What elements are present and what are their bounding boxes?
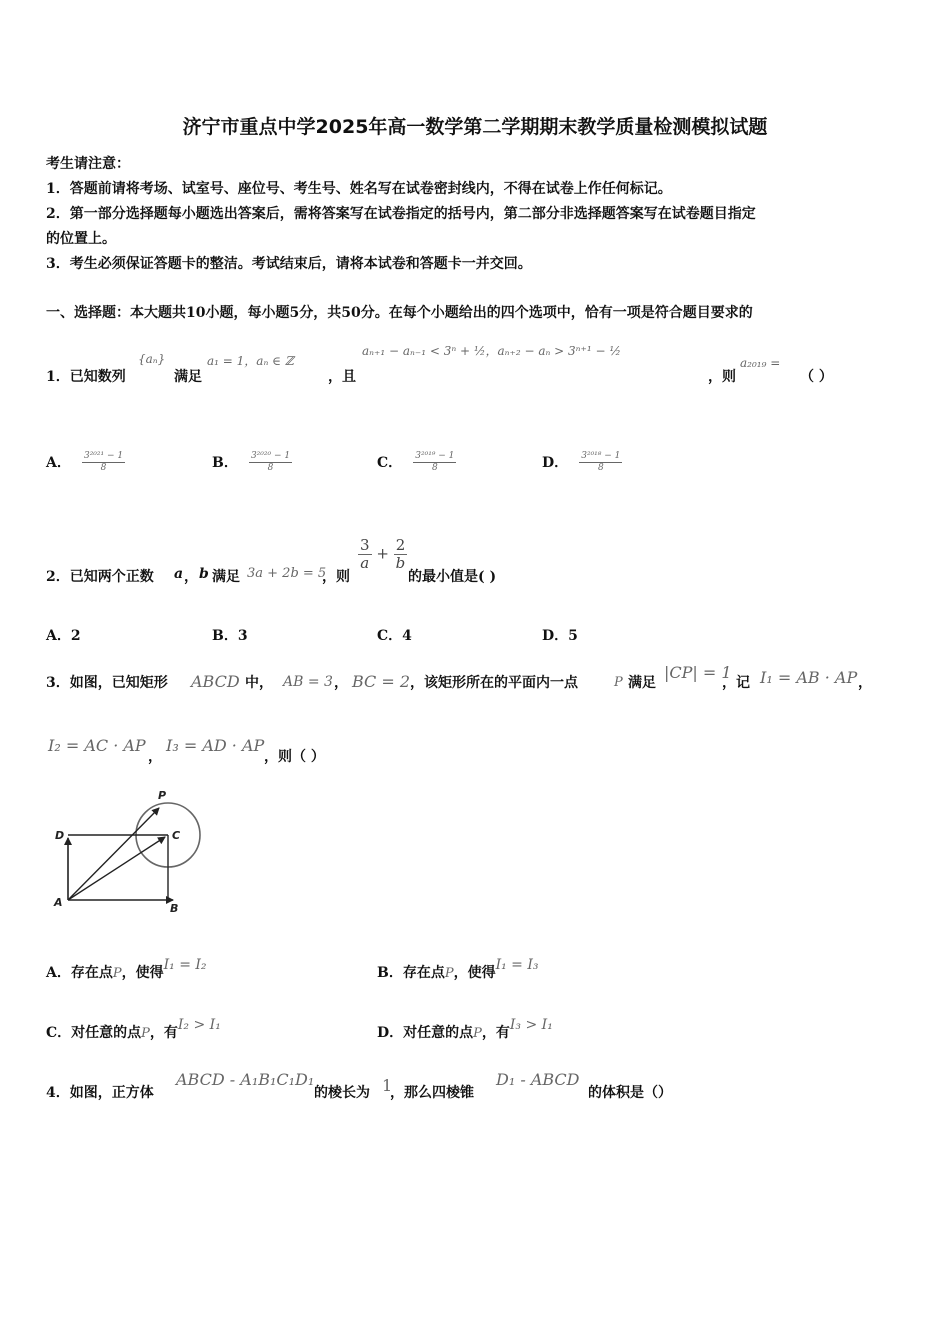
- q2-prefix: 2．已知两个正数: [46, 569, 154, 585]
- q3-option-c-p: P: [141, 1026, 150, 1041]
- q3-prefix: 3．如图，已知矩形: [46, 675, 168, 691]
- q1-paren: （ ）: [800, 369, 833, 385]
- q1-cond1: 𝑎₁ = 1，𝑎ₙ ∈ ℤ: [207, 354, 294, 368]
- q3-option-a[interactable]: [46, 957, 207, 982]
- q1-option-d-num: 3²⁰¹⁸ − 1: [581, 451, 621, 461]
- q3-option-d-p: P: [473, 1026, 482, 1041]
- q3-label-p: P: [158, 789, 167, 802]
- section-heading: 一、选择题：本大题共10小题，每小题5分，共50分。在每个小题给出的四个选项中，恰有一项是符合题目要求的: [46, 305, 753, 321]
- q2-cond: 3a + 2b = 5: [247, 566, 327, 581]
- q4-mid2: ，那么四棱锥: [390, 1085, 474, 1101]
- q1-option-c[interactable]: [377, 452, 456, 473]
- notice-item-3: 3．考生必须保证答题卡的整洁。考试结束后，请将本试卷和答题卡一并交回。: [46, 256, 532, 272]
- q1-option-a-frac: [82, 452, 125, 473]
- q3-option-c-expr: I₂ > I₁: [177, 1017, 221, 1033]
- q3-comma: ，: [334, 675, 348, 691]
- q3-ab: AB = 3: [283, 674, 333, 690]
- q3-label-b: B: [170, 902, 179, 915]
- q2-mid: 满足: [212, 569, 240, 585]
- q2-option-c-label: C．: [377, 628, 403, 644]
- q3-option-b-label: B．: [377, 965, 403, 981]
- q3-label-a: A: [54, 896, 63, 909]
- q1-mid3: ，则: [708, 369, 736, 385]
- q1-option-b-frac: [249, 452, 292, 473]
- q2-option-c-text: 4: [402, 628, 412, 644]
- q1-option-b-den: 8: [267, 463, 274, 473]
- q4-prefix: 4．如图，正方体: [46, 1085, 154, 1101]
- q3-cp: |CP| = 1: [664, 663, 732, 682]
- q1-option-b[interactable]: [212, 452, 292, 473]
- q1-seq: {𝑎ₙ}: [138, 352, 166, 366]
- q2-option-a[interactable]: [46, 625, 81, 645]
- q1-option-d-den: 8: [597, 463, 604, 473]
- q3-p: P: [614, 675, 623, 690]
- q3-option-d-pre: 对任意的点: [403, 1025, 474, 1041]
- q3-vector-ap: [68, 808, 159, 900]
- q1-option-d[interactable]: [542, 452, 622, 473]
- q3-option-c[interactable]: [46, 1017, 221, 1042]
- q3-bc: BC = 2: [352, 672, 411, 691]
- q3-option-d[interactable]: [377, 1017, 553, 1042]
- q3-option-d-mid: ，有: [481, 1025, 510, 1041]
- q3-option-d-expr: I₃ > I₁: [509, 1017, 553, 1033]
- q1-option-a[interactable]: [46, 452, 125, 473]
- q4-tail: 的体积是（）: [588, 1085, 672, 1101]
- q1-mid1: 满足: [174, 369, 202, 385]
- q3-label-c: C: [172, 829, 181, 842]
- q3-option-b[interactable]: [377, 957, 539, 982]
- q2-option-b[interactable]: [212, 625, 248, 645]
- q2-frac1: [358, 538, 372, 571]
- q2-option-d[interactable]: [542, 625, 578, 645]
- q1-option-b-num: 3²⁰²⁰ − 1: [250, 451, 291, 461]
- q2-tail: 的最小值是( ): [408, 569, 497, 585]
- q2-option-c[interactable]: [377, 625, 412, 645]
- q3-comma2: ，: [148, 749, 162, 765]
- q3-rect: ABCD: [191, 672, 240, 691]
- notice-item-1: 1．答题前请将考场、试室号、座位号、考生号、姓名写在试卷密封线内，不得在试卷上作任何标记。: [46, 181, 672, 197]
- q2-a: a: [174, 566, 184, 582]
- q3-option-b-mid: ，使得: [453, 965, 496, 981]
- q1-option-a-num: 3²⁰²¹ − 1: [83, 451, 124, 461]
- q1-target: 𝑎₂₀₁₉ =: [740, 356, 781, 370]
- q4-len: 1: [382, 1076, 393, 1095]
- q2-frac2-den: b: [395, 554, 406, 572]
- q3-mid4: ，记: [722, 675, 750, 691]
- q3-vector-ac: [68, 837, 165, 900]
- q2-option-a-label: A．: [46, 628, 71, 644]
- q2-comma: ，: [184, 569, 198, 585]
- q1-option-d-frac: [579, 452, 622, 473]
- q2-plus: +: [376, 544, 389, 563]
- q3-option-c-label: C．: [46, 1025, 72, 1041]
- q3-option-c-mid: ，有: [149, 1025, 178, 1041]
- q2-frac1-num: 3: [360, 536, 370, 554]
- q2-option-b-text: 3: [237, 628, 248, 644]
- q3-option-c-pre: 对任意的点: [71, 1025, 142, 1041]
- q3-mid3: 满足: [628, 675, 656, 691]
- q2-option-d-label: D．: [542, 628, 569, 644]
- q3-option-b-pre: 存在点: [402, 965, 445, 981]
- q4-mid1: 的棱长为: [314, 1085, 370, 1101]
- q1-option-c-label: C．: [377, 455, 403, 471]
- q1-option-c-frac: [413, 452, 456, 473]
- q2-frac1-den: a: [360, 554, 370, 572]
- q3-option-d-label: D．: [377, 1025, 404, 1041]
- q4-pyr: D₁ - ABCD: [496, 1070, 580, 1089]
- q2-b: b: [199, 566, 209, 582]
- q3-mid1: 中，: [245, 675, 273, 691]
- notice-heading: 考生请注意：: [46, 156, 130, 172]
- notice-item-2-cont: 的位置上。: [46, 231, 116, 247]
- q2-option-d-text: 5: [568, 628, 578, 644]
- q1-prefix: 1．已知数列: [46, 369, 126, 385]
- q1-option-a-label: A．: [46, 455, 71, 471]
- q1-option-d-label: D．: [542, 455, 569, 471]
- q3-option-a-pre: 存在点: [70, 965, 113, 981]
- q3-option-a-label: A．: [46, 965, 71, 981]
- q3-end1: ，: [858, 675, 872, 691]
- q1-option-b-label: B．: [212, 455, 238, 471]
- q3-option-a-expr: I₁ = I₂: [163, 957, 207, 973]
- q2-frac2-num: 2: [395, 536, 406, 554]
- q2-option-b-label: B．: [212, 628, 238, 644]
- q3-i2: I₂ = AC · AP: [48, 736, 146, 755]
- q1-cond2: 𝑎ₙ₊₁ − 𝑎ₙ₋₁ < 3ⁿ + ½，𝑎ₙ₊₂ − 𝑎ₙ > 3ⁿ⁺¹ − ½: [362, 344, 622, 358]
- q3-mid2: ，该矩形所在的平面内一点: [410, 675, 578, 691]
- q2-option-a-text: 2: [70, 628, 81, 644]
- q3-i3: I₃ = AD · AP: [166, 736, 265, 755]
- q3-option-a-p: P: [112, 966, 122, 981]
- q4-cube: ABCD - A₁B₁C₁D₁: [176, 1070, 315, 1089]
- notice-item-2: 2．第一部分选择题每小题选出答案后，需将答案写在试卷指定的括号内，第二部分非选择题答案写在试卷题目指定: [46, 206, 756, 222]
- q2-mid2: ，则: [322, 569, 350, 585]
- q3-option-a-mid: ，使得: [121, 965, 164, 981]
- page-title: 济宁市重点中学2025年高一数学第二学期期末教学质量检测模拟试题: [182, 116, 768, 138]
- q1-mid2: ，且: [328, 369, 356, 385]
- q3-tail: ，则（ ）: [264, 749, 325, 765]
- q1-option-a-den: 8: [100, 463, 107, 473]
- q1-option-c-num: 3²⁰¹⁹ − 1: [415, 451, 455, 461]
- q2-expression: [358, 538, 407, 571]
- q2-frac2: [394, 538, 408, 571]
- q1-option-c-den: 8: [431, 463, 438, 473]
- q3-label-d: D: [55, 829, 65, 842]
- q3-figure: [46, 782, 216, 922]
- q3-option-b-expr: I₁ = I₃: [495, 957, 539, 973]
- q3-i1: I₁ = AB · AP: [760, 668, 858, 687]
- q3-option-b-p: P: [444, 966, 454, 981]
